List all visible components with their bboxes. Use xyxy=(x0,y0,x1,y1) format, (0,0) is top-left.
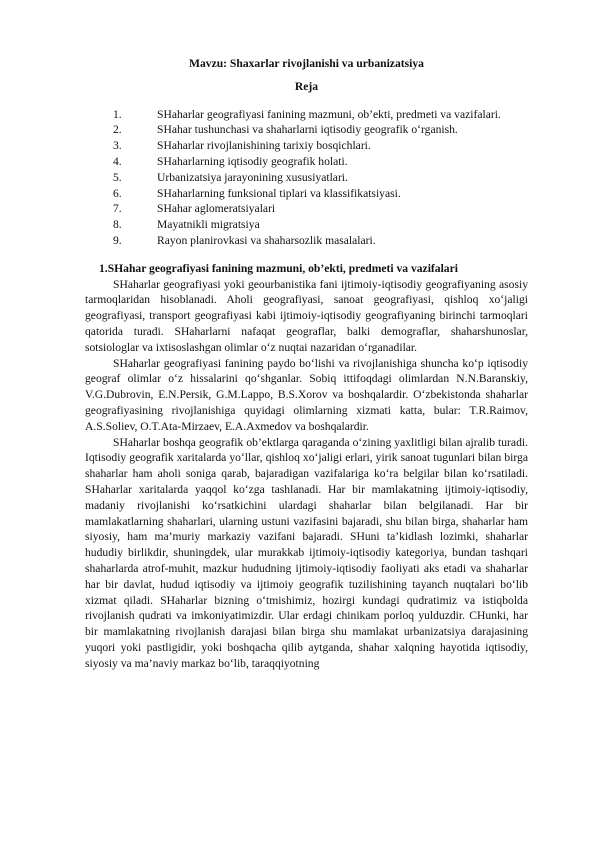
section-heading: 1.SHahar geografiyasi fanining mazmuni, ob’ekti, predmeti va vazifalari xyxy=(99,261,458,275)
plan-list xyxy=(85,107,528,249)
plan-item-text: SHahar tushunchasi va shaharlarni iqtisodiy geografik o‘rganish. xyxy=(157,123,458,137)
plan-item-text: Mayatnikli migratsiya xyxy=(157,218,260,232)
plan-item-text: SHahar aglomeratsiyalari xyxy=(157,202,276,216)
plan-item-number: 2. xyxy=(113,123,122,137)
plan-item-number: 4. xyxy=(113,154,122,168)
plan-item-text: Urbanizatsiya jarayonining xususiyatlari. xyxy=(157,170,348,184)
document-page xyxy=(85,56,528,671)
plan-item-text: Rayon planirovkasi va shaharsozlik masalalari. xyxy=(157,233,376,247)
plan-item-text: SHaharlar geografiyasi fanining mazmuni, ob’ekti, predmeti va vazifalari. xyxy=(157,107,501,121)
plan-item-number: 9. xyxy=(113,233,122,247)
plan-heading: Reja xyxy=(294,79,319,93)
plan-item xyxy=(85,122,528,138)
body-paragraph: SHaharlar boshqa geografik ob’ektlarga qaraganda o‘zining yaxlitligi bilan ajralib turadi. Iqtisodiy geografik xaritalarda yo‘llar, qishloq xo‘jaligi erlari, yirik sanoat tugunlari bilan birga shaharlar ham aholi soniga qarab, bajaradigan vazifalariga ko‘ra belgilar bilan ko‘rsatiladi. SHaharlar xaritalarda yaqqol ko‘zga tashlanadi. Har bir mamlakatning ijtimoiy-iqtisodiy, madaniy rivojlanishi ko‘rsatkichini ulardagi shaharlar bilan belgilanadi. Har bir mamlakatlarning shaharlari, ularning ustuni vazifasini bajaradi, shu bilan birga, shaharlar ham siyosiy, ham ma’muriy markaziy vazifani bajaradi. SHuni ta’kidlash lozimki, shaharlar hududiy birlikdir, shuningdek, ular murakkab ijtimoiy-iqtisodiy kategoriya, bundan tashqari shaharlarda atrof-muhit, mazkur hududning ijtimoiy-iqtisodiy faoliyati aks etadi va shaharlar har bir davlat, hudud iqtisodiy va ijtimoiy geografik tuzilishining tayanch nuqtalari bo‘lib xizmat qiladi. SHaharlar bizning o‘tmishimiz, hozirgi kundagi qudratimiz va istiqbolda rivojlanish qudrati va imkoniyatimizdir. Ular erdagi chinikam porloq yulduzdir. CHunki, har bir mamlakatning rivojlanish darajasi bilan birga shu mamlakat urbanizatsiya darajasining yuqori yoki pastligidir, yoki boshqacha qilib aytganda, shahar xalqning hayotida iqtisodiy, siyosiy va ma’naviy markaz bo‘lib, taraqqiyotning xyxy=(85,435,528,670)
plan-item-text: SHaharlarning iqtisodiy geografik holati. xyxy=(157,154,348,168)
plan-item-text: SHaharlarning funksional tiplari va klassifikatsiyasi. xyxy=(157,186,401,200)
plan-item-number: 8. xyxy=(113,218,122,232)
plan-item-number: 3. xyxy=(113,139,122,153)
plan-item xyxy=(85,217,528,233)
plan-item xyxy=(85,186,528,202)
plan-item xyxy=(85,201,528,217)
body-paragraph: SHaharlar geografiyasi yoki geourbanistika fani ijtimoiy-iqtisodiy geografiyaning asosiy tarmoqlaridan hisoblanadi. Aholi geografiyasi, sanoat geografiyasi, qishloq xo‘jaligi geografiyasi, transport geografiyasi kabi ijtimoiy-iqtisodiy geografiyaning birinchi tarmoqlari qatorida turadi. SHaharlarni nafaqat geograflar, balki demograflar, shaharshunoslar, sotsiologlar va ixtisoslashgan olimlar o‘z nuqtai nazaridan o‘rganadilar. xyxy=(85,277,528,354)
plan-item xyxy=(85,138,528,154)
plan-item-text: SHaharlar rivojlanishining tarixiy bosqichlari. xyxy=(157,139,371,153)
document-title: Mavzu: Shaxarlar rivojlanishi va urbanizatsiya xyxy=(189,57,424,70)
body-paragraph: SHaharlar geografiyasi fanining paydo bo‘lishi va rivojlanishiga shuncha ko‘p iqtisodiy geograf olimlar o‘z hissalarini qo‘shganlar. Sobiq ittifoqdagi olimlardan N.N.Baranskiy, V.G.Dubrovin, E.N.Persik, G.M.Lappo, B.S.Xorov va boshqalardir. O‘zbekistonda shaharlar geografiyasining rivojlanishiga quyidagi olimlarning xizmati katta, bular: T.R.Raimov, A.S.Soliev, O.T.Ata-Mirzaev, E.A.Axmedov va boshqalardir. xyxy=(85,356,528,433)
plan-item xyxy=(85,154,528,170)
plan-item xyxy=(85,233,528,249)
plan-item xyxy=(85,107,528,123)
plan-item xyxy=(85,170,528,186)
plan-item-number: 5. xyxy=(113,170,122,184)
plan-item-number: 6. xyxy=(113,186,122,200)
plan-item-number: 1. xyxy=(113,107,122,121)
plan-item-number: 7. xyxy=(113,202,122,216)
